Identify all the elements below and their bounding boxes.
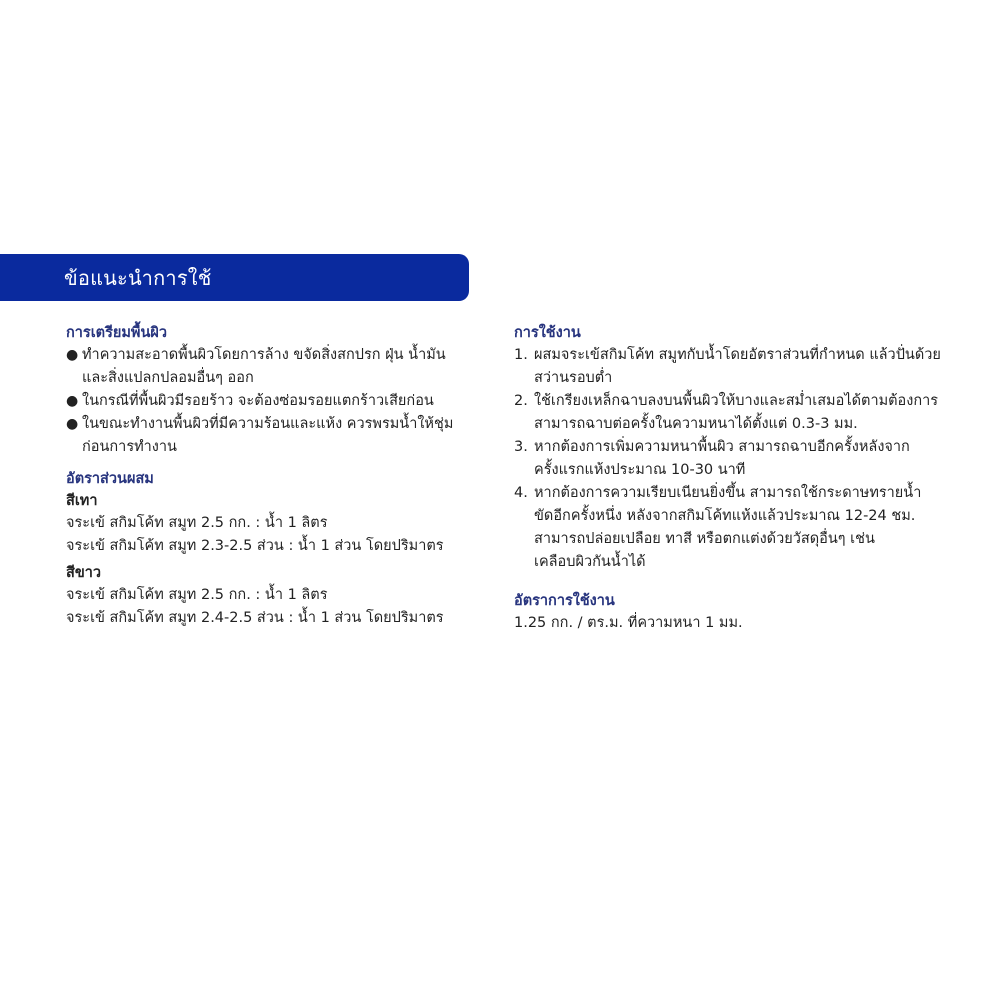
white-ratio-line: จระเข้ สกิมโค้ท สมูท 2.4-2.5 ส่วน : น้ำ 1 ส่วน โดยปริมาตร xyxy=(66,610,444,626)
list-item-line: สามารถฉาบต่อครั้งในความหนาได้ตั้งแต่ 0.3-3 มม. xyxy=(534,416,858,432)
list-item xyxy=(514,482,934,574)
list-item-line: ในขณะทำงานพื้นผิวที่มีความร้อนและแห้ง ควรพรมน้ำให้ชุ่ม xyxy=(82,416,454,432)
bullet-icon: ● xyxy=(66,393,79,409)
list-item-line: หากต้องการความเรียบเนียนยิ่งขึ้น สามารถใช้กระดาษทรายน้ำ xyxy=(534,485,922,501)
usage-heading: การใช้งาน xyxy=(514,325,581,341)
gray-ratio-line: จระเข้ สกิมโค้ท สมูท 2.5 กก. : น้ำ 1 ลิตร xyxy=(66,515,328,531)
list-item xyxy=(514,344,941,390)
usage-rate-value: 1.25 กก. / ตร.ม. ที่ความหนา 1 มม. xyxy=(514,615,743,631)
page-title: ข้อแนะนำการใช้ xyxy=(64,265,212,290)
list-item xyxy=(66,413,466,459)
list-item-line: ก่อนการทำงาน xyxy=(82,439,177,455)
list-item-line: สามารถปล่อยเปลือย ทาสี หรือตกแต่งด้วยวัสดุอื่นๆ เช่น xyxy=(534,531,875,547)
surface-prep-heading: การเตรียมพื้นผิว xyxy=(66,325,168,341)
list-item-line: ในกรณีที่พื้นผิวมีรอยร้าว จะต้องซ่อมรอยแตกร้าวเสียก่อน xyxy=(82,393,434,409)
list-item-line: ขัดอีกครั้งหนึ่ง หลังจากสกิมโค้ทแห้งแล้วประมาณ 12-24 ชม. xyxy=(534,508,916,524)
usage-rate-heading: อัตราการใช้งาน xyxy=(514,593,615,609)
gray-color-label: สีเทา xyxy=(66,493,98,509)
bullet-icon: ● xyxy=(66,347,79,363)
list-item xyxy=(66,344,466,390)
list-item-line: หากต้องการเพิ่มความหนาพื้นผิว สามารถฉาบอีกครั้งหลังจาก xyxy=(534,439,910,455)
list-item-line: ครั้งแรกแห้งประมาณ 10-30 นาที xyxy=(534,462,746,478)
step-number: 2. xyxy=(514,393,528,409)
header-banner xyxy=(0,254,469,301)
white-color-label: สีขาว xyxy=(66,565,102,581)
list-item-line: ทำความสะอาดพื้นผิวโดยการล้าง ขจัดสิ่งสกปรก ฝุ่น น้ำมัน xyxy=(82,347,446,363)
list-item-line: สว่านรอบต่ำ xyxy=(534,370,613,386)
right-column xyxy=(514,322,941,635)
bullet-icon: ● xyxy=(66,416,79,432)
left-column xyxy=(66,322,466,630)
list-item xyxy=(514,390,939,436)
list-item-line: ใช้เกรียงเหล็กฉาบลงบนพื้นผิวให้บางและสม่ำเสมอได้ตามต้องการ xyxy=(534,393,939,409)
list-item xyxy=(66,390,466,413)
step-number: 3. xyxy=(514,439,528,455)
list-item-line: ผสมจระเข้สกิมโค้ท สมูทกับน้ำโดยอัตราส่วนที่กำหนด แล้วปั่นด้วย xyxy=(534,347,941,363)
white-ratio-line: จระเข้ สกิมโค้ท สมูท 2.5 กก. : น้ำ 1 ลิตร xyxy=(66,587,328,603)
gray-ratio-line: จระเข้ สกิมโค้ท สมูท 2.3-2.5 ส่วน : น้ำ 1 ส่วน โดยปริมาตร xyxy=(66,538,444,554)
list-item-line: และสิ่งแปลกปลอมอื่นๆ ออก xyxy=(82,370,254,386)
list-item xyxy=(514,436,934,482)
mix-ratio-heading: อัตราส่วนผสม xyxy=(66,471,154,487)
step-number: 1. xyxy=(514,347,528,363)
list-item-line: เคลือบผิวกันน้ำได้ xyxy=(534,554,646,570)
step-number: 4. xyxy=(514,485,528,501)
